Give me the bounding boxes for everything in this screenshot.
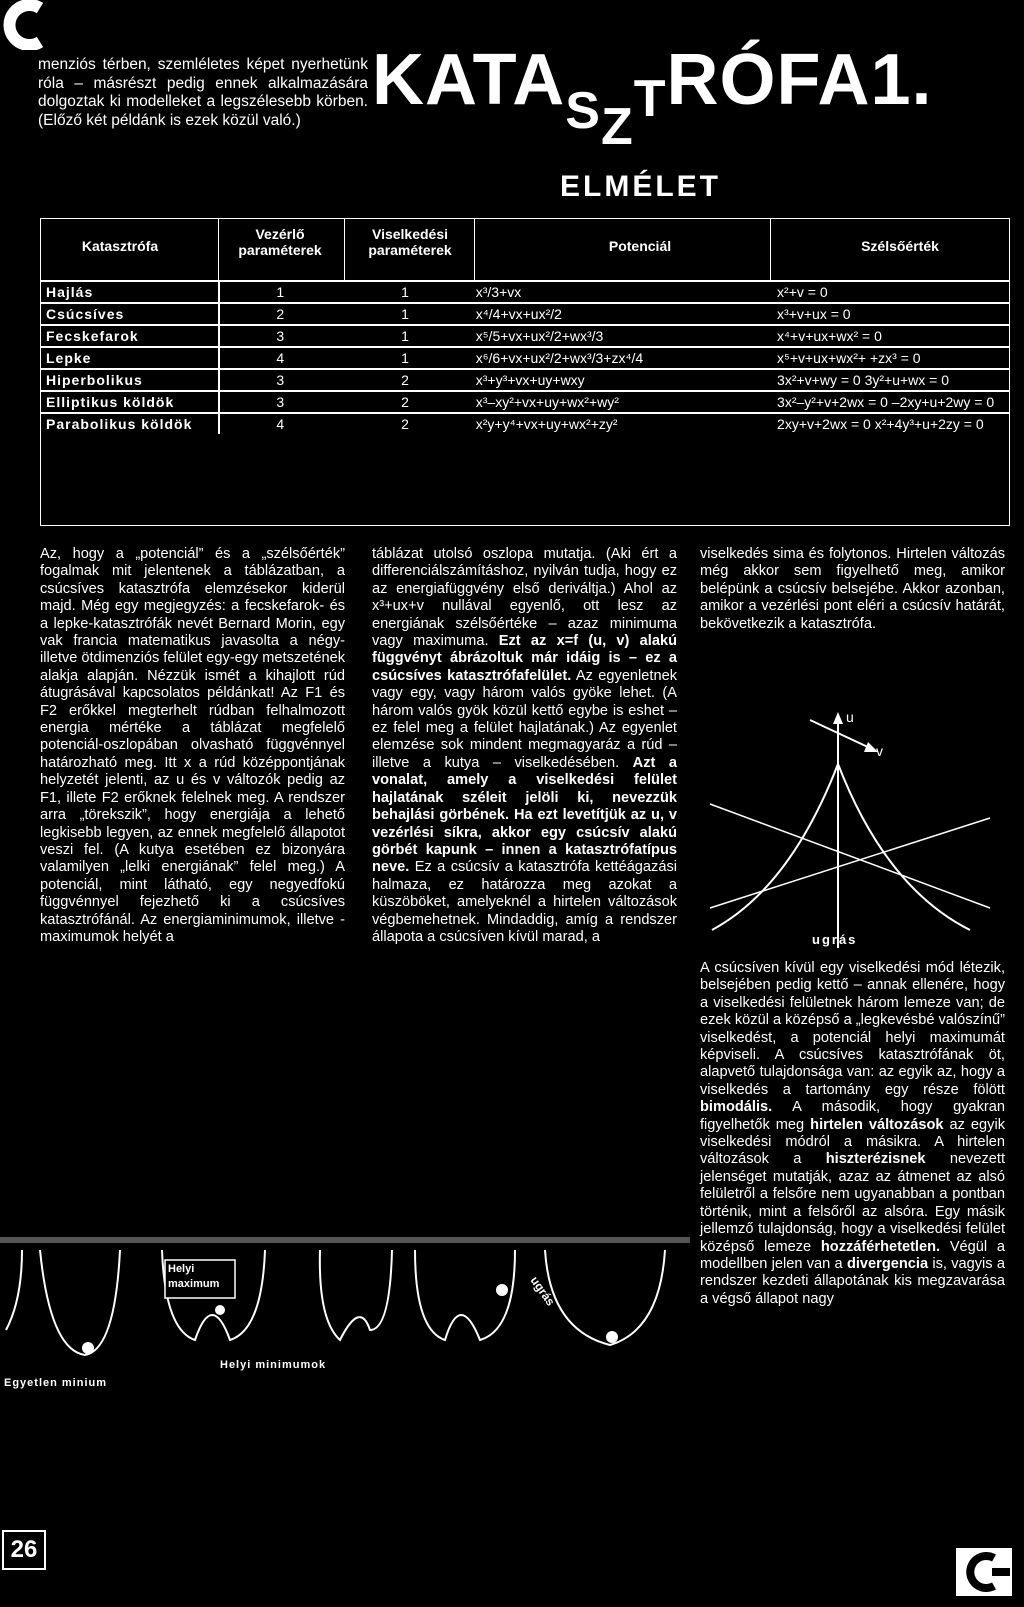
- column-2-text-c: Az egyenletnek vagy egy, vagy három valós gyöke lehet. (A három valós gyök közül kettő egybe is eshet – ez felel meg a felület hajlatának.) Az egyenlet elemzése sok mindent megmagyaráz a rúd – illetve a kutya – viselkedésében.: [372, 667, 677, 771]
- header-potential: Potenciál: [608, 238, 672, 254]
- v-label: v: [876, 743, 883, 759]
- jump-label: ugrás: [812, 932, 858, 947]
- table-row: Parabolikus köldök 4 2 x²y+y⁴+vx+uy+wx²+zy² 2xy+v+2wx = 0 x²+4y³+u+2zy = 0: [40, 413, 1010, 434]
- jump-line-2: [710, 818, 990, 908]
- table-row: Lepke 4 1 x⁶/6+vx+ux²/2+wx³/3+zx⁴/4 x⁵+v+ux+wx²+ +zx³ = 0: [40, 347, 1010, 369]
- magazine-logo: [0, 0, 56, 50]
- column-3-text-d: az egyik viselkedési módról a másikra. A hirtelen változások a: [700, 1116, 1005, 1168]
- potential-wells-figure: [0, 1180, 690, 1410]
- intro-paragraph: menziós térben, szemléletes képet nyerhetünk róla – másrészt pedig ennek alkalmazására dolgoztak ki modelleket a legszélesebb körben. (Előző két példánk is ezek közül való.): [38, 56, 368, 129]
- column-1: [40, 546, 345, 946]
- page-subtitle: ELMÉLET: [560, 170, 721, 203]
- footer-logo-icon: [956, 1548, 1012, 1596]
- table-row: Csúcsíves 2 1 x⁴/4+vx+ux²/2 x³+v+ux = 0: [40, 303, 1010, 325]
- table-row: Fecskefarok 3 1 x⁵/5+vx+ux²/2+wx³/3 x⁴+v+ux+wx² = 0: [40, 325, 1010, 347]
- page-number: 26: [2, 1530, 46, 1570]
- hysteresis-term: hiszterézisnek: [825, 1151, 926, 1168]
- table-row: Elliptikus köldök 3 2 x³–xy²+vx+uy+wx²+wy² 3x²–y²+v+2wx = 0 –2xy+u+2wy = 0: [40, 391, 1010, 413]
- bimodal-term: bimodális.: [700, 1099, 773, 1116]
- column-2-text-e: Ez a csúcsív a katasztrófa kettéágazási halmaza, ez határozza meg azokat a küszöböket, amelyeknél a hirtelen változások végbemehetnek. Mindaddig, amíg a rendszer állapota a csúcsíven kívül marad, a: [372, 859, 677, 945]
- cusp-curve: [712, 764, 970, 930]
- jump-arrow-label: ugrás: [527, 1273, 558, 1309]
- column-3-text-a: viselkedés sima és folytonos. Hirtelen változás még akkor sem figyelhető meg, amikor belépünk a csúcsív belsejébe. Akkor azonban, amikor a vezérlési pont eléri a csúcsív határát, bekövetkezik a katasztrófa.: [700, 546, 1005, 632]
- column-1-text: Az, hogy a „potenciál” és a „szélsőérték” fogalmak mit jelentenek a táblázatban, a csúcsíves katasztrófa elemzésekor kiderül majd. Még egy megjegyzés: a fecskefarok- és a lepke-katasztrófák nevét Bernard Morin, egy vak francia matematikus javasolta a négy- illetve ötdimenziós felület egy-egy metszetének alakja alapján. Nézzük ismét a kihajlott rúd átugrásával kapcsolatos példánkat! Az F1 és F2 erőkkel megterhelt rúdban felhalmozott energia mértéke a táblázat megfelelő potenciál-oszlopában olvasható függvénnyel határozható meg. Itt x a rúd középpontjának helyzetét jelenti, az u és v változók pedig az F1, illete F2 erőknek felelnek meg. A rendszer arra „törekszik”, hogy energiája a lehető legkisebb legyen, az ennek megfelelő állapotot veszi fel. (A kutya esetében ez bizonyára valamilyen „lelki energiának” felel meg.) A potenciál, mint látható, egy negyedfokú függvénnyel fejezhető ki a csúcsíves katasztrófánál. Az energiaminimumok, illetve -maximumok helyét a: [40, 546, 346, 945]
- column-2-text-a: táblázat utolsó oszlopa mutatja. (Aki ért a differenciálszámításhoz, nyilván tudja, hogy ez az energiafüggvény első deriváltja.) Ahol az x³+ux+v nullával egyenlő, ott lesz az energiának szélsőértéke – azaz minimuma vagy maximuma.: [372, 546, 677, 650]
- header-control: Vezérlő paraméterek: [238, 226, 322, 258]
- divergence-term: divergencia: [846, 1255, 929, 1272]
- v-axis: [810, 720, 870, 748]
- local-min-label: Helyi minimumok: [220, 1359, 327, 1371]
- header-catastrophe: Katasztrófa: [81, 238, 159, 254]
- column-2-bold-d: Azt a vonalat, amely a viselkedési felület hajlatának széleit jelöli ki, nevezzük behajlási görbének. Ha ezt levetítjük az u, v vezérlési síkra, akkor egy csúcsív alakú görbét kapunk – innen a katasztrófatípus neve.: [372, 754, 677, 876]
- table-header: [40, 218, 1010, 282]
- cusp-diagram: [700, 708, 1000, 958]
- column-2-bold-b: Ezt az x=f (u, v) alakú függvényt ábrázoltuk már idáig is – ez a csúcsíves katasztrófafelület.: [372, 633, 677, 684]
- catastrophe-table: [40, 282, 1010, 434]
- u-label: u: [846, 709, 854, 725]
- local-max-label: Helyi maximum: [168, 1263, 220, 1290]
- jump-line-1: [710, 804, 990, 908]
- single-min-label: Egyetlen minium: [4, 1377, 108, 1389]
- u-arrow-icon: [833, 712, 843, 724]
- column-3-bottom: [700, 960, 1005, 1308]
- ball-single-min: [82, 1342, 94, 1354]
- column-3-text-b: A csúcsíven kívül egy viselkedési mód létezik, belsejében pedig kettő – annak ellenére, hogy a viselkedési felületnek három lemeze van; de ezek közül a középső a „legkevésbé valószínű” viselkedést, a potenciál helyi maximumát képviseli. A csúcsíves katasztrófának öt, alapvető tulajdonsága van: az egyik az, hogy a viselkedés a tartomány egy része fölött: [700, 960, 1006, 1098]
- column-2: [372, 546, 677, 946]
- ball-local-max: [215, 1305, 225, 1315]
- column-3-text-g: is, vagyis a rendszer kezdeti állapotának kis megzavarása a végső állapot nagy: [700, 1255, 1005, 1307]
- header-behavior: Viselkedési paraméterek: [368, 226, 452, 258]
- header-extremum: Szélsőérték: [861, 238, 939, 254]
- table-row: Hajlás 1 1 x³/3+vx x²+v = 0: [40, 282, 1010, 303]
- column-3-text-f: Végül a modellben jelen van a: [700, 1238, 1005, 1272]
- column-3-text-c: A második, hogy gyakran figyelhetők meg: [700, 1099, 1006, 1133]
- ball-final: [606, 1331, 618, 1343]
- column-3-text-e: nevezett jelenséget mutatják, azaz az átmenet az alsó felületről a felsőre nem ugyanabban a pontban történik, mint a felsőről az alsóra. Egy másik jellemző tulajdonság, hogy a viselkedési felület középső lemeze: [700, 1151, 1005, 1255]
- column-3-top: [700, 546, 1005, 633]
- table-row: Hiperbolikus 3 2 x³+y³+vx+uy+wxy 3x²+v+wy = 0 3y²+u+wx = 0: [40, 369, 1010, 391]
- ball-jump: [496, 1284, 508, 1296]
- page-title: KATASZTRÓFA1.: [372, 40, 933, 156]
- sudden-change-term: hirtelen változások: [810, 1116, 944, 1133]
- inaccessible-term: hozzáférhetetlen.: [820, 1238, 941, 1255]
